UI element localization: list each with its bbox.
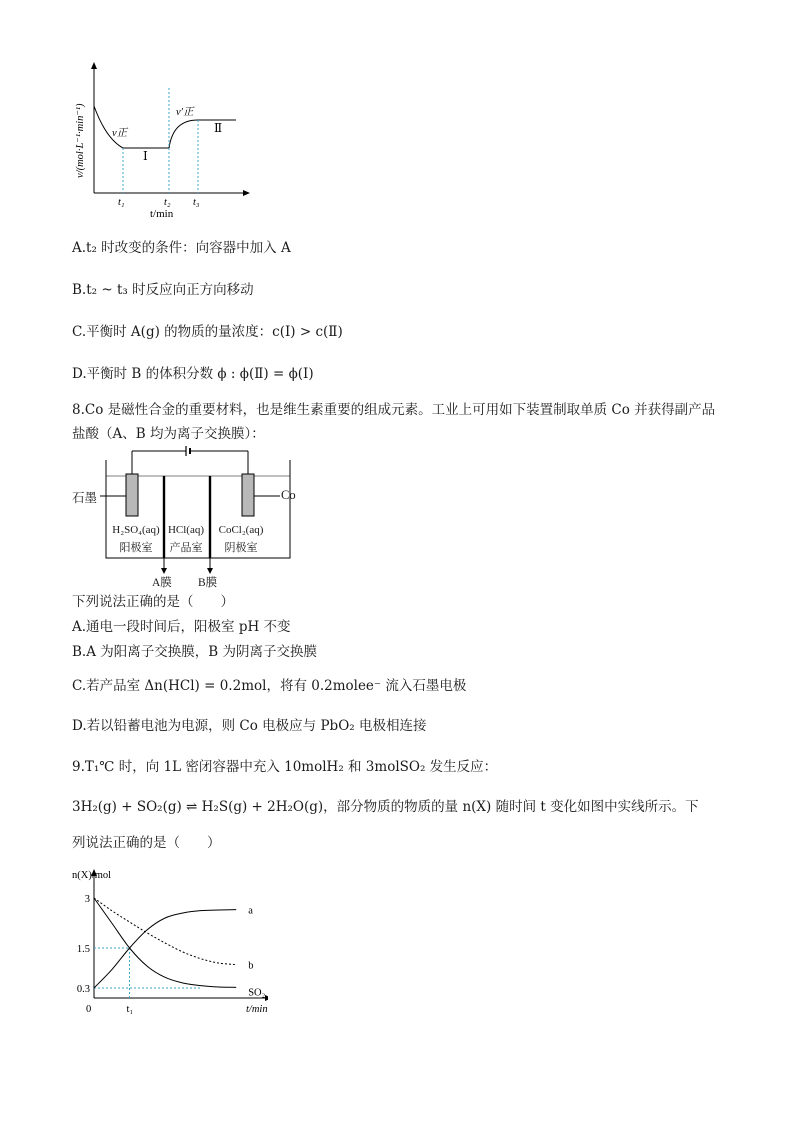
- y-axis-arrow: [91, 62, 97, 69]
- y-axis-label: n(X)/mol: [72, 870, 112, 881]
- figure-q8-electrolysis-cell: [70, 446, 310, 586]
- q8-option-d: D.若以铅蓄电池为电源，则 Co 电极应与 PbO₂ 电极相连接: [72, 718, 427, 734]
- q8-stem-line1: 8.Co 是磁性合金的重要材料，也是维生素重要的组成元素。工业上可用如下装置制取单质 Co 并获得副产品: [72, 402, 716, 418]
- x-axis-arrow: [243, 190, 250, 196]
- x-axis-label: t/min: [246, 1004, 268, 1015]
- q8-option-a: A.通电一段时间后，阳极室 pH 不变: [72, 619, 291, 635]
- y-tick-label-2: 0.3: [76, 984, 90, 995]
- q9-stem-line3: 列说法正确的是（ ）: [72, 835, 221, 851]
- figure-q7-rate-time-graph: [70, 58, 260, 218]
- tick-t1: t₁: [118, 197, 125, 208]
- graphite-electrode: [126, 474, 138, 516]
- label-co: Co: [281, 488, 296, 502]
- label-membrane-a: A膜: [152, 577, 172, 589]
- q8-stem-line2: 盐酸（A、B 均为离子交换膜）：: [72, 426, 265, 442]
- q7-option-a: A.t₂ 时改变的条件：向容器中加入 A: [72, 240, 291, 256]
- label-anode-solution: H₂SO₄(aq): [112, 524, 160, 536]
- label-product-solution: HCl(aq): [167, 524, 205, 536]
- q8-option-b: B.A 为阳离子交换膜，B 为阴离子交换膜: [72, 644, 317, 660]
- tick-t3: t₃: [193, 197, 200, 208]
- label-anode-room: 阳极室: [119, 542, 153, 554]
- series-line-a: [94, 910, 236, 988]
- q7-option-c: C.平衡时 A(g) 的物质的量浓度：c(Ⅰ) > c(Ⅱ): [72, 324, 343, 340]
- series-label-b: b: [248, 960, 254, 972]
- q8-question: 下列说法正确的是（ ）: [72, 594, 234, 610]
- q9-stem-line1: 9.T₁℃ 时，向 1L 密闭容器中充入 10molH₂ 和 3molSO₂ 发生反应：: [72, 759, 498, 775]
- xlabel-text: t/min: [150, 208, 174, 218]
- label-product-room: 产品室: [169, 542, 203, 554]
- y-tick-label-0: 3: [84, 894, 90, 905]
- tick-t2: t₂: [164, 197, 171, 208]
- series-label-a: a: [248, 905, 253, 917]
- q9-stem-line2: 3H₂(g) + SO₂(g) ⇌ H₂S(g) + 2H₂O(g)，部分物质的物质的量 n(X) 随时间 t 变化如图中实线所示。下: [72, 799, 699, 815]
- label-cathode-room: 阴极室: [224, 542, 258, 554]
- series-line-b: [94, 898, 236, 965]
- y-tick-label-1: 1.5: [76, 944, 90, 955]
- label-cathode-solution: CoCl₂(aq): [218, 524, 264, 536]
- figure-q9-amount-time-chart: [68, 866, 268, 1016]
- q7-option-d: D.平衡时 B 的体积分数 ϕ : ϕ(Ⅱ) = ϕ(Ⅰ): [72, 366, 314, 382]
- label-v-fwd: v正: [112, 128, 128, 139]
- x-tick-label-0: 0: [86, 1004, 92, 1015]
- label-graphite: 石墨: [72, 491, 98, 505]
- label-region-1: Ⅰ: [143, 149, 148, 163]
- label-membrane-b: B膜: [198, 577, 218, 589]
- q8-option-c: C.若产品室 Δn(HCl) = 0.2mol，将有 0.2molee⁻ 流入石墨电极: [72, 678, 467, 694]
- series-label-so2: SO₂: [248, 987, 266, 999]
- co-electrode: [242, 474, 254, 516]
- x-tick-label-t1: t₁: [126, 1004, 134, 1015]
- x-axis-arrow: [265, 995, 268, 1001]
- label-v-fwd-prime: v′正: [176, 107, 194, 118]
- ylabel-text: v/(mol·L⁻¹·min⁻¹): [75, 103, 86, 178]
- label-region-2: Ⅱ: [214, 121, 223, 135]
- q7-option-b: B.t₂ ~ t₃ 时反应向正方向移动: [72, 282, 254, 298]
